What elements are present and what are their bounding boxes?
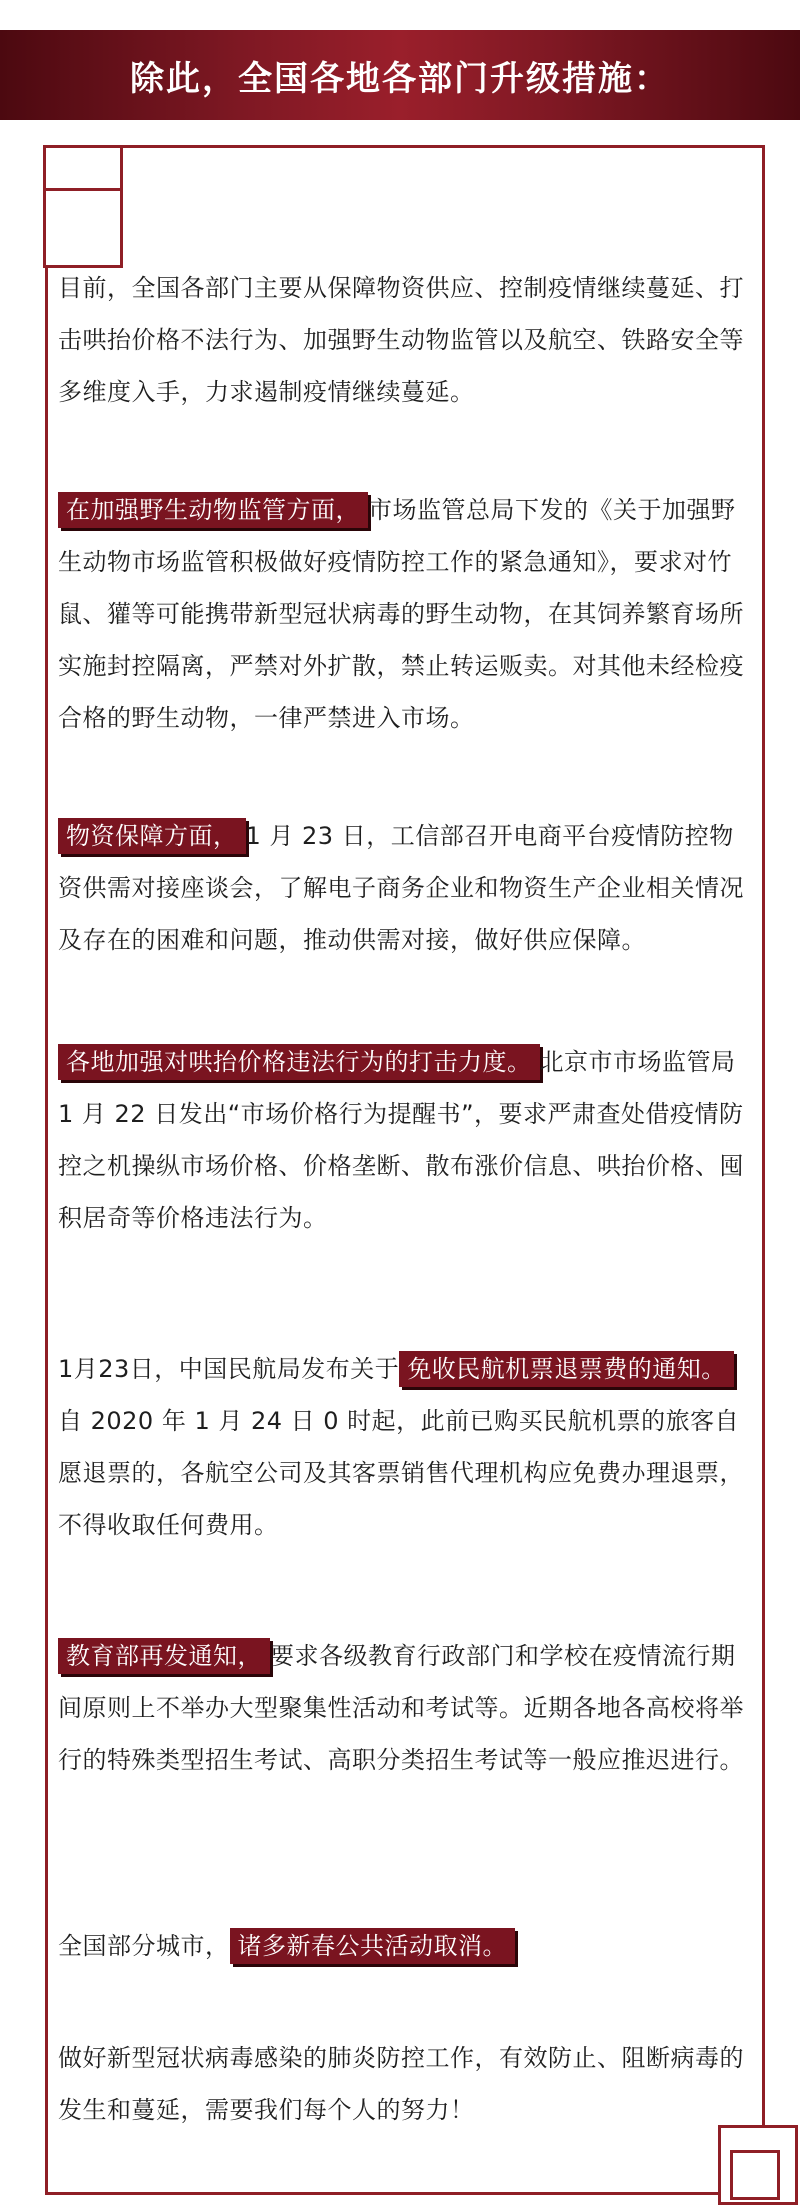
paragraph-education <box>58 1630 758 1786</box>
paragraph-overview <box>58 262 758 418</box>
highlight-label: 物资保障方面， <box>58 818 246 854</box>
paragraph-wildlife <box>58 484 758 744</box>
paragraph-supplies <box>58 810 758 966</box>
paragraph-text: 要求各级教育行政部门和学校在疫情流行期间原则上不举办大型聚集性活动和考试等。近期各地各高校将举行的特殊类型招生考试、高职分类招生考试等一般应推迟进行。 <box>58 1642 744 1774</box>
page-title: 除此，全国各地各部门升级措施： <box>130 58 670 99</box>
decor-square-bottom-2 <box>730 2150 780 2200</box>
paragraph-text: 市场监管总局下发的《关于加强野生动物市场监管积极做好疫情防控工作的紧急通知》，要求对竹鼠、獾等可能携带新型冠状病毒的野生动物，在其饲养繁育场所实施封控隔离，严禁对外扩散，禁止转运贩卖。对其他未经检疫合格的野生动物，一律严禁进入市场。 <box>58 496 744 732</box>
paragraph-aviation <box>58 1343 758 1551</box>
paragraph-text: 目前，全国各部门主要从保障物资供应、控制疫情继续蔓延、打击哄抬价格不法行为、加强野生动物监管以及航空、铁路安全等多维度入手，力求遏制疫情继续蔓延。 <box>58 274 744 406</box>
paragraph-text: 自 2020 年 1 月 24 日 0 时起，此前已购买民航机票的旅客自愿退票的，各航空公司及其客票销售代理机构应免费办理退票，不得收取任何费用。 <box>58 1407 744 1539</box>
highlight-label: 免收民航机票退票费的通知。 <box>399 1351 734 1387</box>
paragraph-prices <box>58 1036 758 1244</box>
paragraph-closing <box>58 2032 758 2136</box>
highlight-label: 诸多新春公共活动取消。 <box>230 1928 516 1964</box>
highlight-label: 教育部再发通知， <box>58 1638 270 1674</box>
paragraph-text: 1 月 23 日，工信部召开电商平台疫情防控物资供需对接座谈会，了解电子商务企业和物资生产企业相关情况及存在的困难和问题，推动供需对接，做好供应保障。 <box>58 822 744 954</box>
paragraph-text-before: 全国部分城市， <box>58 1932 230 1960</box>
header-banner <box>0 30 800 120</box>
paragraph-text: 做好新型冠状病毒感染的肺炎防控工作，有效防止、阻断病毒的发生和蔓延，需要我们每个人的努力！ <box>58 2044 744 2124</box>
decor-square-top-2 <box>43 188 123 268</box>
paragraph-text: 北京市市场监管局 1 月 22 日发出“市场价格行为提醒书”，要求严肃查处借疫情防控之机操纵市场价格、价格垄断、散布涨价信息、哄抬价格、囤积居奇等价格违法行为。 <box>58 1048 744 1232</box>
paragraph-text-before: 1月23日，中国民航局发布关于 <box>58 1355 400 1383</box>
highlight-label: 各地加强对哄抬价格违法行为的打击力度。 <box>58 1044 540 1080</box>
highlight-label: 在加强野生动物监管方面， <box>58 492 368 528</box>
paragraph-events <box>58 1920 758 1972</box>
